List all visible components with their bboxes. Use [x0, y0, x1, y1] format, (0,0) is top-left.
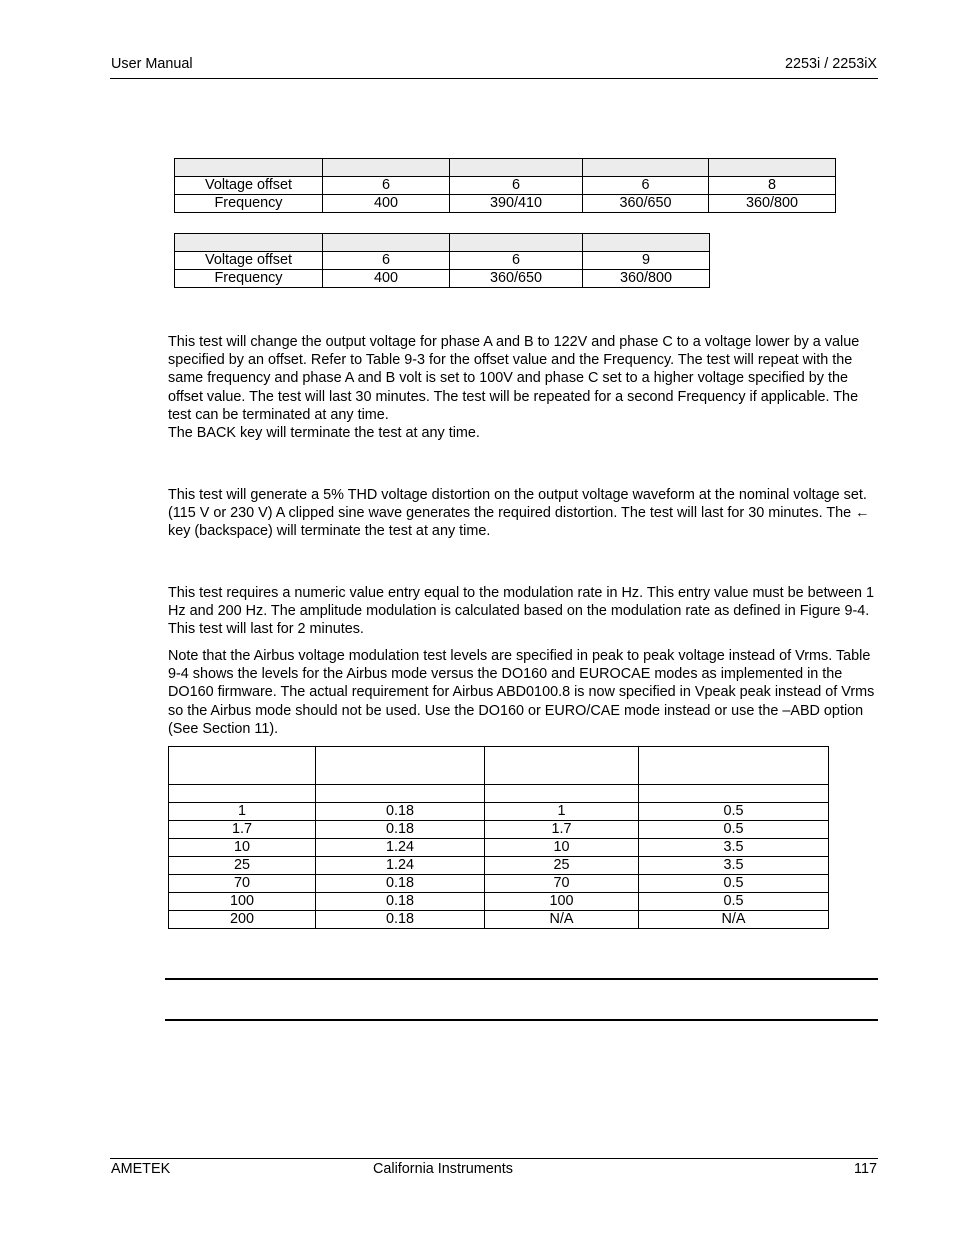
table-cell: 9	[583, 252, 710, 270]
table-cell: 0.5	[639, 803, 829, 821]
paragraph-text: This test requires a numeric value entry equal to the modulation rate in Hz. This entry value must be between 1 Hz and 200 Hz. The amplitude modulation is calculated based on the modulation rate as defined in Figure 9-4. This test will last for 2 minutes.	[168, 585, 875, 638]
table-cell: 0.5	[639, 875, 829, 893]
table-cell: 3.5	[639, 857, 829, 875]
table-row	[175, 177, 836, 195]
footer-center: California Instruments	[373, 1161, 513, 1177]
table-header-cell	[175, 234, 323, 252]
table-header-cell	[175, 159, 323, 177]
table-cell: 6	[323, 177, 450, 195]
paragraph-text: The BACK key will terminate the test at any time.	[168, 425, 480, 442]
paragraph-text: This test will generate a 5% THD voltage distortion on the output voltage waveform at the nominal voltage set. (115 V or 230 V) A clipped sine wave generates the required distortion. The test will last for 30 minutes. The ← key (backspace) will terminate the test at any time.	[168, 487, 870, 540]
table-cell: 0.5	[639, 893, 829, 911]
section-rule-bottom	[165, 1019, 878, 1021]
table-cell: 0.5	[639, 821, 829, 839]
table-header-row	[175, 159, 836, 177]
description-paragraph-4	[168, 647, 880, 738]
table-cell: 400	[323, 270, 450, 288]
table-cell: Frequency	[175, 270, 323, 288]
table-header-cell	[169, 785, 316, 803]
table-cell: 0.18	[316, 911, 485, 929]
header-right: 2253i / 2253iX	[784, 56, 877, 72]
table-cell: 360/800	[709, 195, 836, 213]
page-number: 117	[854, 1161, 877, 1177]
footer-left: AMETEK	[111, 1161, 171, 1177]
table-row	[169, 911, 829, 929]
table-cell: 0.18	[316, 803, 485, 821]
table-cell: 10	[169, 839, 316, 857]
table-cell: N/A	[639, 911, 829, 929]
table-cell: 360/800	[583, 270, 710, 288]
table-row	[175, 270, 710, 288]
table-header-cell	[323, 159, 450, 177]
paragraph-text: Note that the Airbus voltage modulation test levels are specified in peak to peak voltage instead of Vrms. Table 9-4 shows the levels for the Airbus mode versus the DO160 and EUROCAE modes as implemented in the DO160 firmware. The actual requirement for Airbus ABD0100.8 is now specified in Vpeak peak instead of Vrms so the Airbus mode should not be used. Use the DO160 or EURO/CAE mode instead or use the –ABD option (See Section 11).	[168, 648, 875, 737]
table-cell: 25	[169, 857, 316, 875]
table-row	[169, 821, 829, 839]
table-cell: 200	[169, 911, 316, 929]
footer-rule	[110, 1158, 878, 1159]
table-header-cell	[323, 234, 450, 252]
table-cell: 400	[323, 195, 450, 213]
table-cell: 6	[450, 177, 583, 195]
offset-table-2	[174, 233, 710, 288]
table-header-cell	[583, 159, 709, 177]
table-cell: 1.24	[316, 839, 485, 857]
table-header-cell	[583, 234, 710, 252]
table-header-cell	[169, 747, 316, 785]
section-rule-top	[165, 978, 878, 980]
table-cell: 8	[709, 177, 836, 195]
table-row	[169, 803, 829, 821]
description-paragraph-2	[168, 486, 880, 541]
table-cell: 10	[485, 839, 639, 857]
table-cell: 360/650	[583, 195, 709, 213]
table-cell: 6	[450, 252, 583, 270]
description-paragraph-1	[168, 333, 880, 442]
table-cell: Voltage offset	[175, 177, 323, 195]
table-header-cell	[316, 785, 485, 803]
table-row	[175, 195, 836, 213]
table-cell: 100	[169, 893, 316, 911]
table-cell: 70	[169, 875, 316, 893]
paragraph-text: This test will change the output voltage for phase A and B to 122V and phase C to a voltage lower by a value specified by an offset. Refer to Table 9-3 for the offset value and the Frequency. The test will repeat with the same frequency and phase A and B volt is set to 100V and phase C set to a higher voltage specified by the offset value. The test will last 30 minutes. The test will be repeated for a second Frequency if applicable. The test can be terminated at any time.	[168, 334, 860, 423]
table-header-row	[175, 234, 710, 252]
header-rule	[110, 78, 878, 79]
table-subheader-row	[169, 785, 829, 803]
description-paragraph-3	[168, 584, 880, 639]
table-cell: Voltage offset	[175, 252, 323, 270]
table-row	[169, 857, 829, 875]
table-header-cell	[450, 159, 583, 177]
table-cell: Frequency	[175, 195, 323, 213]
table-cell: 6	[583, 177, 709, 195]
table-row	[169, 839, 829, 857]
table-cell: 360/650	[450, 270, 583, 288]
table-cell: N/A	[485, 911, 639, 929]
table-header-cell	[639, 785, 829, 803]
table-row	[169, 875, 829, 893]
table-cell: 0.18	[316, 893, 485, 911]
table-cell: 1	[169, 803, 316, 821]
table-cell: 0.18	[316, 875, 485, 893]
table-row	[175, 252, 710, 270]
table-cell: 1.7	[485, 821, 639, 839]
table-header-cell	[485, 747, 639, 785]
header-left: User Manual	[111, 56, 193, 72]
table-cell: 1	[485, 803, 639, 821]
table-cell: 25	[485, 857, 639, 875]
table-cell: 100	[485, 893, 639, 911]
table-header-cell	[316, 747, 485, 785]
table-cell: 70	[485, 875, 639, 893]
table-cell: 0.18	[316, 821, 485, 839]
table-cell: 1.24	[316, 857, 485, 875]
table-header-row	[169, 747, 829, 785]
table-cell: 390/410	[450, 195, 583, 213]
table-header-cell	[450, 234, 583, 252]
table-cell: 1.7	[169, 821, 316, 839]
table-header-cell	[639, 747, 829, 785]
table-row	[169, 893, 829, 911]
table-cell: 6	[323, 252, 450, 270]
offset-table-1	[174, 158, 836, 213]
modulation-levels-table	[168, 746, 829, 929]
table-header-cell	[485, 785, 639, 803]
table-cell: 3.5	[639, 839, 829, 857]
table-header-cell	[709, 159, 836, 177]
